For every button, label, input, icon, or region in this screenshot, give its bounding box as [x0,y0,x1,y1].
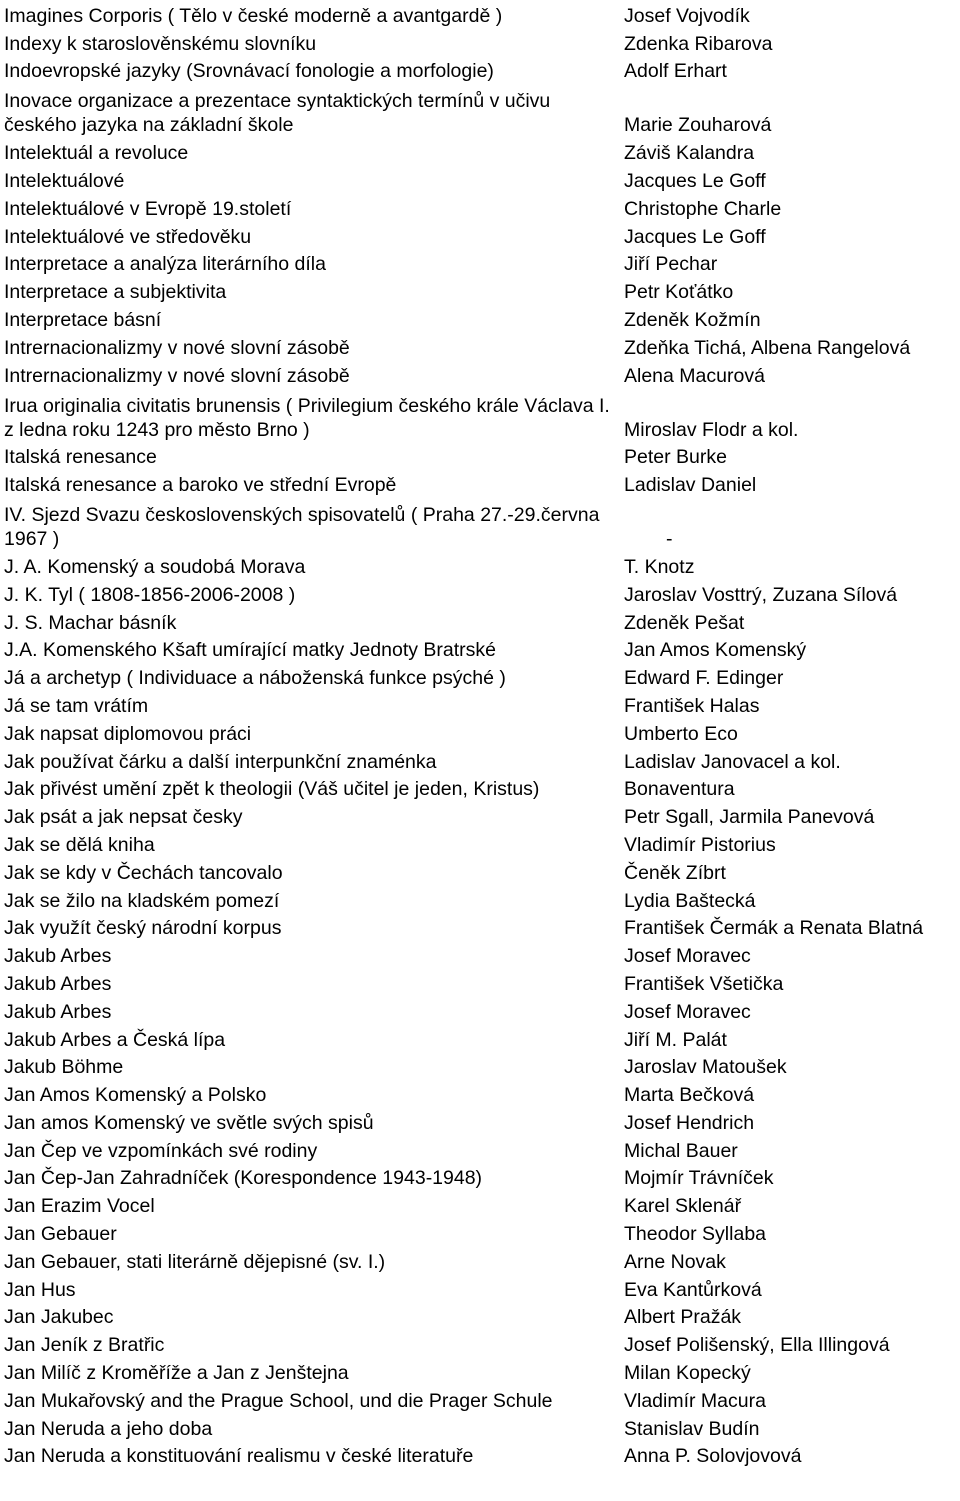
book-author: Zdeněk Pešat [624,611,745,634]
book-author: František Všetička [624,972,784,995]
book-title: Jan Čep ve vzpomínkách své rodiny [4,1139,318,1162]
book-title: IV. Sjezd Svazu československých spisovatelů ( Praha 27.-29.června 1967 ) [4,504,600,551]
book-author: Vladimír Pistorius [624,833,776,856]
book-author: Jacques Le Goff [624,225,766,248]
book-title: Intrernacionalizmy v nové slovní zásobě [4,364,350,387]
book-title: Jan Amos Komenský a Polsko [4,1084,267,1107]
book-row [0,1052,960,1080]
book-row [0,28,960,56]
book-row [0,718,960,746]
book-title: Irua originalia civitatis brunensis ( Privilegium českého krále Václava I. z ledna roku 1243 pro město Brno ) [4,394,610,441]
book-title: Jan Milíč z Kroměříže a Jan z Jenštejna [4,1362,349,1385]
book-title: J.A. Komenského Kšaft umírající matky Jednoty Bratrské [4,639,497,662]
book-row [0,635,960,663]
book-author: Stanislav Budín [624,1417,760,1440]
book-row [0,221,960,249]
book-row [0,56,960,84]
book-author: Umberto Eco [624,722,738,745]
book-author: Michal Bauer [624,1139,738,1162]
book-author: Záviš Kalandra [624,142,755,165]
book-author: František Čermák a Renata Blatná [624,917,924,940]
book-author: Milan Kopecký [624,1362,751,1385]
book-row [0,690,960,718]
book-row [0,469,960,497]
book-author: Miroslav Flodr a kol. [624,418,799,441]
book-row [0,885,960,913]
book-author: Jaroslav Vosttrý, Zuzana Sílová [624,583,898,606]
book-author: Anna P. Solovjovová [624,1445,802,1468]
book-author: T. Knotz [624,555,695,578]
book-row [0,497,960,551]
book-title: Intelektuál a revoluce [4,142,189,165]
book-row [0,857,960,885]
book-row [0,388,960,442]
book-row [0,1246,960,1274]
book-row [0,1302,960,1330]
book-row [0,83,960,137]
book-row [0,360,960,388]
book-title: Interpretace básní [4,308,162,331]
book-title: Interpretace a analýza literárního díla [4,253,326,276]
book-author: Jiří Pechar [624,253,718,276]
book-title: Jak využít český národní korpus [4,917,282,940]
book-author: Christophe Charle [624,197,782,220]
book-title: Intrernacionalizmy v nové slovní zásobě [4,336,350,359]
book-title: Interpretace a subjektivita [4,281,227,304]
book-row [0,1218,960,1246]
book-author: Bonaventura [624,778,735,801]
book-row [0,940,960,968]
book-row [0,249,960,277]
book-title: Jakub Böhme [4,1056,124,1079]
book-author: Josef Moravec [624,945,751,968]
book-title: J. A. Komenský a soudobá Morava [4,555,306,578]
book-title: Jakub Arbes a Česká lípa [4,1028,226,1051]
book-row [0,801,960,829]
book-author: Peter Burke [624,446,727,469]
book-author: Jacques Le Goff [624,169,766,192]
book-title: Jak se dělá kniha [4,833,155,856]
book-row [0,1163,960,1191]
book-author: Ladislav Daniel [624,474,757,497]
book-row [0,996,960,1024]
book-title: Italská renesance a baroko ve střední Evropě [4,474,397,497]
book-title: Jan Jeník z Bratřic [4,1334,165,1357]
book-author: Josef Hendrich [624,1111,755,1134]
book-author: Zdeňka Tichá, Albena Rangelová [624,336,911,359]
book-row [0,913,960,941]
book-author: Marie Zouharová [624,114,772,137]
book-title: Jakub Arbes [4,1000,112,1023]
book-title: Intelektuálové ve středověku [4,225,252,248]
book-row [0,442,960,470]
book-title: Já se tam vrátím [4,694,149,717]
book-author: Alena Macurová [624,364,765,387]
book-row [0,662,960,690]
book-author: Lydia Baštecká [624,889,756,912]
book-author: Jiří M. Palát [624,1028,727,1051]
book-title: Jan Hus [4,1278,76,1301]
book-row [0,1441,960,1469]
book-title: J. S. Machar básník [4,611,177,634]
book-row [0,1135,960,1163]
book-title: Jan Erazim Vocel [4,1195,155,1218]
book-row [0,1190,960,1218]
book-row [0,1385,960,1413]
book-row [0,774,960,802]
book-title: Intelektuálové v Evropě 19.století [4,197,292,220]
book-author: Adolf Erhart [624,60,727,83]
book-title: Jan Mukařovský and the Prague School, und die Prager Schule [4,1389,553,1412]
book-row [0,1107,960,1135]
book-author: Josef Polišenský, Ella Illingová [624,1334,890,1357]
book-row [0,165,960,193]
book-author: Zdenka Ribarova [624,32,773,55]
book-author: Vladimír Macura [624,1389,766,1412]
book-author: Petr Sgall, Jarmila Panevová [624,806,875,829]
book-author: Theodor Syllaba [624,1223,767,1246]
book-row [0,1413,960,1441]
book-title: Indoevropské jazyky (Srovnávací fonologie a morfologie) [4,60,494,83]
book-title: Jan Jakubec [4,1306,114,1329]
book-row [0,276,960,304]
book-author: Jaroslav Matoušek [624,1056,787,1079]
book-row [0,1329,960,1357]
book-title: Jak se kdy v Čechách tancovalo [4,861,283,884]
book-title: Jan Neruda a jeho doba [4,1417,213,1440]
book-title: Jan amos Komenský ve světle svých spisů [4,1111,374,1134]
book-row [0,829,960,857]
book-author: Jan Amos Komenský [624,639,807,662]
book-title: Jak napsat diplomovou práci [4,722,252,745]
book-title: Jan Gebauer, stati literárně dějepisné (sv. I.) [4,1250,386,1273]
book-row [0,968,960,996]
book-row [0,1274,960,1302]
book-author: Albert Pražák [624,1306,742,1329]
book-author: - [666,528,673,551]
book-row [0,579,960,607]
book-title: Intelektuálové [4,169,125,192]
book-author: Josef Moravec [624,1000,751,1023]
book-author: Arne Novak [624,1250,726,1273]
book-title: Indexy k staroslověnskému slovníku [4,32,317,55]
book-author: Ladislav Janovacel a kol. [624,750,841,773]
book-title: Jakub Arbes [4,945,112,968]
book-author: František Halas [624,694,760,717]
book-row [0,304,960,332]
book-row [0,551,960,579]
book-title: Jak psát a jak nepsat česky [4,806,243,829]
book-title: Imagines Corporis ( Tělo v české moderně a avantgardě ) [4,4,503,27]
book-author: Zdeněk Kožmín [624,308,761,331]
book-row [0,137,960,165]
book-title: Inovace organizace a prezentace syntaktických termínů v učivu českého jazyka na základní škole [4,90,551,137]
book-title: Já a archetyp ( Individuace a náboženská funkce psýché ) [4,667,506,690]
book-author: Marta Bečková [624,1084,755,1107]
book-author: Eva Kantůrková [624,1278,762,1301]
book-row [0,193,960,221]
book-author: Edward F. Edinger [624,667,784,690]
book-row [0,332,960,360]
book-row [0,1079,960,1107]
book-title: Jak se žilo na kladském pomezí [4,889,280,912]
book-title: Jan Gebauer [4,1223,117,1246]
book-author: Josef Vojvodík [624,4,750,27]
book-row [0,1024,960,1052]
book-title: Jan Čep-Jan Zahradníček (Korespondence 1943-1948) [4,1167,483,1190]
book-author: Karel Sklenář [624,1195,742,1218]
book-title: Jan Neruda a konstituování realismu v české literatuře [4,1445,474,1468]
book-row [0,0,960,28]
book-row [0,607,960,635]
book-title: Jak přivést umění zpět k theologii (Váš učitel je jeden, Kristus) [4,778,540,801]
book-title: Jak používat čárku a další interpunkční znaménka [4,750,437,773]
book-author: Čeněk Zíbrt [624,861,726,884]
book-title: Italská renesance [4,446,157,469]
book-title: J. K. Tyl ( 1808-1856-2006-2008 ) [4,583,296,606]
book-author: Petr Koťátko [624,281,734,304]
book-author: Mojmír Trávníček [624,1167,774,1190]
book-title: Jakub Arbes [4,972,112,995]
book-row [0,746,960,774]
book-row [0,1357,960,1385]
